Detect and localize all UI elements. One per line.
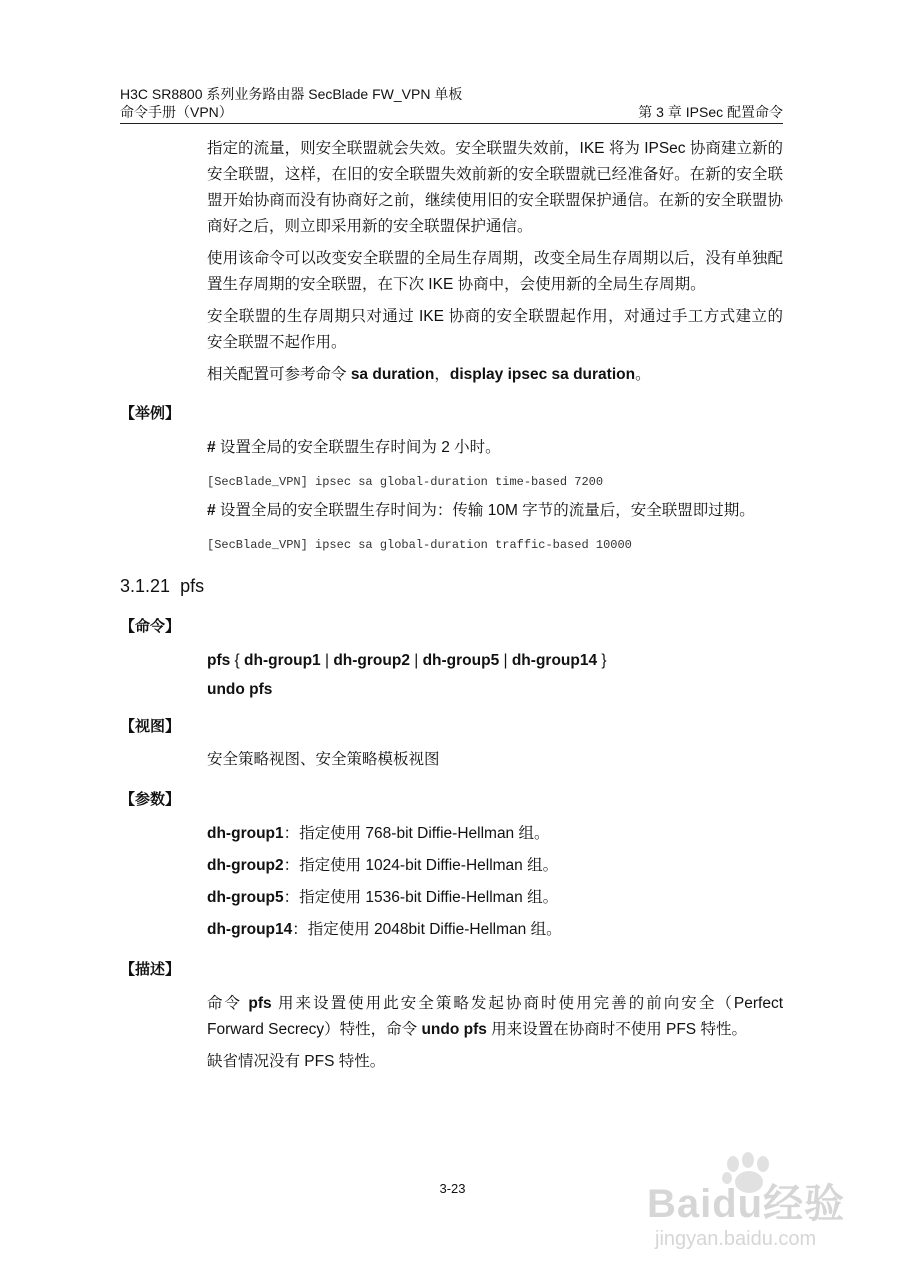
- param-item: [207, 885, 783, 911]
- example-code-1: [SecBlade_VPN] ipsec sa global-duration time-based 7200: [207, 475, 604, 489]
- brace-open: {: [230, 652, 245, 669]
- param-desc: ：指定使用 1024-bit Diffie-Hellman 组。: [283, 857, 559, 874]
- param-item: [207, 853, 783, 879]
- param-name: dh-group2: [207, 857, 284, 874]
- param-name: dh-group5: [207, 889, 284, 906]
- related-separator: ，: [434, 366, 450, 383]
- description-default: 缺省情况没有 PFS 特性。: [207, 1053, 386, 1070]
- example-code-2: [SecBlade_VPN] ipsec sa global-duration traffic-based 10000: [207, 538, 632, 552]
- desc-keyword-undo-pfs: undo pfs: [421, 1021, 487, 1038]
- command-heading: 【命令】: [120, 618, 181, 635]
- cmd-dh-group14: dh-group14: [511, 652, 598, 669]
- param-item: [207, 821, 783, 847]
- param-name: dh-group14: [207, 921, 293, 938]
- cmd-pfs: pfs: [207, 652, 231, 669]
- param-name: dh-group1: [207, 825, 284, 842]
- param-desc: ：指定使用 768-bit Diffie-Hellman 组。: [283, 825, 550, 842]
- param-item: [207, 917, 783, 943]
- pipe: |: [409, 652, 423, 669]
- related-command-2: display ipsec sa duration: [449, 366, 636, 383]
- baidu-watermark: [645, 1150, 895, 1270]
- intro-paragraph-2: 使用该命令可以改变安全联盟的全局生存周期，改变全局生存周期以后，没有单独配置生存周期的安全联盟，在下次 IKE 协商中，会使用新的全局生存周期。: [207, 250, 783, 293]
- hash-mark: #: [207, 439, 216, 456]
- related-end: 。: [635, 366, 651, 383]
- view-heading: 【视图】: [120, 718, 181, 735]
- example-heading: 【举例】: [120, 405, 181, 422]
- example-comment-2: [207, 498, 783, 524]
- example-comment-1-text: 设置全局的安全联盟生存时间为 2 小时。: [215, 439, 501, 456]
- related-command-1: sa duration: [350, 366, 435, 383]
- hash-mark: #: [207, 502, 216, 519]
- params-heading: 【参数】: [120, 791, 181, 808]
- section-number: 3.1.21: [120, 576, 171, 596]
- undo-command: undo pfs: [207, 681, 273, 698]
- param-desc: ：指定使用 2048bit Diffie-Hellman 组。: [292, 921, 562, 938]
- related-commands: [207, 362, 783, 388]
- example-comment-2-text: 设置全局的安全联盟生存时间为：传输 10M 字节的流量后，安全联盟即过期。: [215, 502, 755, 519]
- description-heading: 【描述】: [120, 961, 181, 978]
- desc-keyword-pfs: pfs: [248, 995, 272, 1012]
- page-number: 3-23: [439, 1181, 466, 1196]
- watermark-url: jingyan.baidu.com: [655, 1228, 817, 1250]
- desc-text-3: 用来设置在协商时不使用 PFS 特性。: [486, 1021, 747, 1038]
- cmd-dh-group2: dh-group2: [333, 652, 410, 669]
- brace-close: }: [597, 652, 607, 669]
- section-title: pfs: [180, 576, 205, 596]
- param-desc: ：指定使用 1536-bit Diffie-Hellman 组。: [283, 889, 559, 906]
- description-text: [207, 991, 783, 1043]
- example-comment-1: [207, 435, 783, 461]
- cmd-dh-group5: dh-group5: [422, 652, 500, 669]
- pipe: |: [320, 652, 334, 669]
- section-heading: [120, 575, 204, 597]
- command-syntax: [207, 648, 783, 674]
- header-title-line1: H3C SR8800 系列业务路由器 SecBlade FW_VPN 单板: [120, 86, 463, 102]
- view-text: 安全策略视图、安全策略模板视图: [207, 751, 440, 768]
- cmd-dh-group1: dh-group1: [244, 652, 321, 669]
- pipe: |: [499, 652, 512, 669]
- header-title-line2: 命令手册（VPN）: [120, 104, 233, 120]
- related-prefix: 相关配置可参考命令: [207, 366, 351, 383]
- header-chapter: 第 3 章 IPSec 配置命令: [638, 104, 783, 120]
- header-rule: [120, 123, 783, 124]
- intro-paragraph-1: 指定的流量，则安全联盟就会失效。安全联盟失效前，IKE 将为 IPSec 协商建立新的安全联盟，这样，在旧的安全联盟失效前新的安全联盟就已经准备好。在新的安全联盟开始协商而没有协商好之前，继续使用旧的安全联盟保护通信。在新的安全联盟协商好之后，则立即采用新的安全联盟保护通信。: [207, 140, 783, 235]
- desc-text-2: 用来设置使用此安全策略发起协商时使用完善的前向安全（Perfect Forward Secrecy）特性，命令: [207, 995, 783, 1038]
- intro-paragraph-3: 安全联盟的生存周期只对通过 IKE 协商的安全联盟起作用，对通过手工方式建立的安全联盟不起作用。: [207, 308, 783, 351]
- desc-text-1: 命令: [207, 995, 249, 1012]
- watermark-logo-text: Baidu经验: [647, 1182, 846, 1226]
